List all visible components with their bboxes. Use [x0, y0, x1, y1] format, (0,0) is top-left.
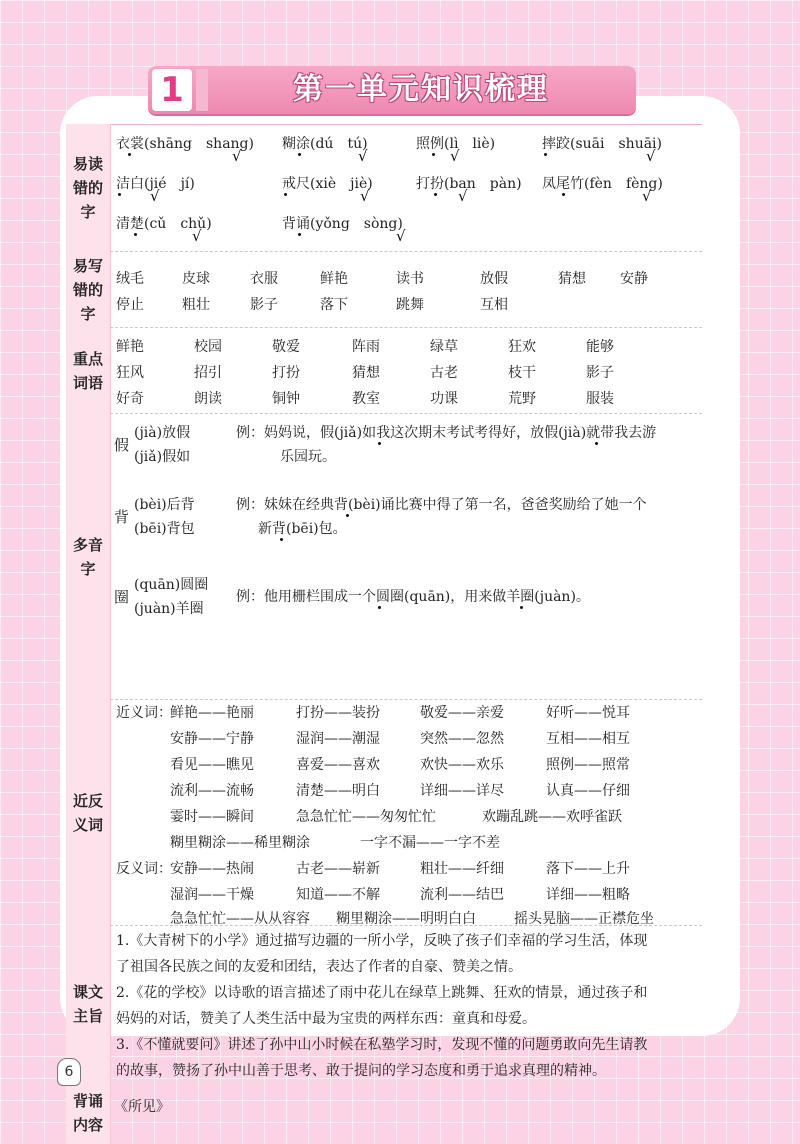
check-icon: √	[358, 147, 368, 165]
read-item: 照例(lì liè)	[416, 136, 496, 152]
key-word: 服装	[586, 391, 614, 407]
read-item: 打扮(ban pàn)	[416, 176, 522, 192]
write-item: 影子	[250, 297, 278, 313]
emphasis-dot	[562, 193, 565, 196]
poly-char: 假	[114, 436, 130, 454]
section-recite	[66, 1082, 702, 1144]
section-label: 背诵内容	[66, 1082, 111, 1144]
check-icon: √	[360, 187, 370, 205]
antonym-pair: 粗壮——纤细	[420, 861, 504, 877]
check-icon: √	[458, 187, 468, 205]
synonym-pair: 安静——宁静	[170, 731, 254, 747]
key-word: 荒野	[508, 391, 536, 407]
antonym-pair: 古老——崭新	[296, 861, 380, 877]
section-easy-read	[66, 124, 702, 252]
key-word: 狂欢	[508, 339, 536, 355]
unit-title: 第一单元知识梳理	[293, 72, 549, 107]
synonym-pair: 一字不漏——一字不差	[360, 835, 500, 851]
write-item: 衣服	[250, 271, 278, 287]
main-idea-line: 2.《花的学校》以诗歌的语言描述了雨中花儿在绿草上跳舞、狂欢的情景，通过孩子和	[116, 985, 648, 1001]
synonym-pair: 糊里糊涂——稀里糊涂	[170, 835, 310, 851]
key-word: 古老	[430, 365, 458, 381]
key-word: 能够	[586, 339, 614, 355]
emphasis-dot	[134, 233, 137, 236]
synonym-pair: 照例——照常	[546, 757, 630, 773]
antonym-pair: 流利——结巴	[420, 887, 504, 903]
read-item: 衣裳(shāng shang)	[116, 136, 254, 152]
emphasis-dot	[544, 153, 547, 156]
read-item: 糊涂(dú tú)	[282, 136, 368, 152]
emphasis-dot	[520, 606, 523, 609]
key-word: 打扮	[272, 365, 300, 381]
poly-reading: (jià)放假	[134, 425, 191, 441]
section-content	[110, 414, 702, 700]
read-item: 摔跤(suāi shuāi)	[542, 136, 662, 152]
emphasis-dot	[346, 514, 349, 517]
key-word: 教室	[352, 391, 380, 407]
main-idea-line: 的故事，赞扬了孙中山善于思考、敢于提问的学习态度和勇于追求真理的精神。	[116, 1063, 606, 1079]
section-key-words	[66, 328, 702, 414]
poly-reading: (jiǎ)假如	[134, 449, 191, 465]
key-word: 猜想	[352, 365, 380, 381]
read-item: 清楚(cǔ chǔ)	[116, 216, 212, 232]
poly-example: 例：他用栅栏围成一个圆圈(quān)，用来做羊圈(juàn)。	[236, 589, 590, 605]
check-icon: √	[642, 187, 652, 205]
antonym-pair: 急急忙忙——从从容容	[170, 911, 310, 927]
synonym-pair: 敬爱——亲爱	[420, 705, 504, 721]
antonym-pair: 知道——不解	[296, 887, 380, 903]
emphasis-dot	[118, 193, 121, 196]
check-icon: √	[450, 147, 460, 165]
synonym-pair: 湿润——潮湿	[296, 731, 380, 747]
key-word: 枝干	[508, 365, 536, 381]
poly-reading: (juàn)羊圈	[134, 601, 204, 617]
synonym-pair: 流利——流畅	[170, 783, 254, 799]
unit-number: 1	[152, 69, 192, 111]
key-word: 敬爱	[272, 339, 300, 355]
synonym-pair: 打扮——装扮	[296, 705, 380, 721]
emphasis-dot	[298, 233, 301, 236]
section-polyphonic	[66, 414, 702, 700]
poly-reading: (bēi)背包	[134, 521, 195, 537]
emphasis-dot	[378, 442, 381, 445]
synonym-pair: 详细——详尽	[420, 783, 504, 799]
recite-content: 《所见》	[114, 1099, 170, 1115]
section-label: 课文主旨	[66, 926, 111, 1082]
key-word: 朗读	[194, 391, 222, 407]
check-icon: √	[396, 227, 406, 245]
key-word: 阵雨	[352, 339, 380, 355]
write-item: 放假	[480, 271, 508, 287]
antonym-prefix: 反义词：	[116, 861, 172, 877]
section-content	[110, 1082, 702, 1144]
emphasis-dot	[595, 442, 598, 445]
write-item: 跳舞	[396, 297, 424, 313]
poly-example: 新背(bēi)包。	[258, 521, 347, 537]
section-content	[110, 252, 702, 328]
synonym-prefix: 近义词：	[116, 705, 172, 721]
emphasis-dot	[432, 153, 435, 156]
check-icon: √	[232, 147, 242, 165]
read-item: 背诵(yǒng sòng)	[282, 216, 403, 232]
emphasis-dot	[378, 606, 381, 609]
check-icon: √	[646, 147, 656, 165]
synonym-pair: 鲜艳——艳丽	[170, 705, 254, 721]
antonym-pair: 安静——热闹	[170, 861, 254, 877]
emphasis-dot	[284, 193, 287, 196]
section-content	[110, 700, 702, 926]
synonym-pair: 突然——忽然	[420, 731, 504, 747]
synonym-pair: 欢快——欢乐	[420, 757, 504, 773]
antonym-pair: 湿润——干燥	[170, 887, 254, 903]
synonym-pair: 喜爱——喜欢	[296, 757, 380, 773]
main-idea-line: 妈妈的对话，赞美了人类生活中最为宝贵的两样东西：童真和母爱。	[116, 1011, 536, 1027]
write-item: 落下	[320, 297, 348, 313]
section-easy-write	[66, 252, 702, 328]
write-item: 互相	[480, 297, 508, 313]
key-word: 影子	[586, 365, 614, 381]
key-word: 狂风	[116, 365, 144, 381]
main-idea-line: 了祖国各民族之间的友爱和团结，表达了作者的自豪、赞美之情。	[116, 959, 522, 975]
section-label: 多音字	[66, 414, 111, 700]
write-item: 读书	[396, 271, 424, 287]
synonym-pair: 霎时——瞬间	[170, 809, 254, 825]
key-word: 铜钟	[272, 391, 300, 407]
synonym-pair: 互相——相互	[546, 731, 630, 747]
antonym-pair: 糊里糊涂——明明白白	[336, 911, 476, 927]
antonym-pair: 落下——上升	[546, 861, 630, 877]
title-stripe	[196, 69, 208, 111]
read-item: 戒尺(xiè jiè)	[282, 176, 373, 192]
key-word: 鲜艳	[116, 339, 144, 355]
poly-reading: (bèi)后背	[134, 497, 195, 513]
section-content	[110, 328, 702, 414]
emphasis-dot	[434, 193, 437, 196]
section-content	[110, 926, 702, 1082]
key-word: 绿草	[430, 339, 458, 355]
write-item: 猜想	[558, 271, 586, 287]
unit-title-bar	[148, 66, 636, 114]
write-item: 绒毛	[116, 271, 144, 287]
emphasis-dot	[280, 538, 283, 541]
antonym-pair: 摇头晃脑——正襟危坐	[514, 911, 654, 927]
read-item: 洁白(jié jí)	[116, 176, 195, 192]
synonym-pair: 清楚——明白	[296, 783, 380, 799]
page-number: 6	[57, 1058, 81, 1086]
emphasis-dot	[128, 153, 131, 156]
write-item: 鲜艳	[320, 271, 348, 287]
synonym-pair: 看见——瞧见	[170, 757, 254, 773]
read-item: 凤尾竹(fèn fèng)	[542, 176, 663, 192]
check-icon: √	[150, 187, 160, 205]
key-word: 功课	[430, 391, 458, 407]
section-label: 近反义词	[66, 700, 111, 926]
poly-example: 例：妹妹在经典背(bèi)诵比赛中得了第一名，爸爸奖励给了她一个	[236, 497, 647, 513]
write-item: 粗壮	[182, 297, 210, 313]
section-main-idea	[66, 926, 702, 1082]
section-content	[110, 124, 702, 252]
write-item: 停止	[116, 297, 144, 313]
synonym-pair: 急急忙忙——匆匆忙忙	[296, 809, 436, 825]
key-word: 招引	[194, 365, 222, 381]
poly-reading: (quān)圆圈	[134, 577, 209, 593]
poly-example: 例：妈妈说，假(jiǎ)如我这次期末考试考得好，放假(jià)就带我去游	[236, 425, 657, 441]
main-idea-line: 1.《大青树下的小学》通过描写边疆的一所小学，反映了孩子们幸福的学习生活，体现	[116, 933, 648, 949]
poly-char: 圈	[114, 588, 130, 606]
write-item: 安静	[620, 271, 648, 287]
section-label: 重点词语	[66, 328, 111, 414]
synonym-pair: 欢蹦乱跳——欢呼雀跃	[482, 809, 622, 825]
synonym-pair: 认真——仔细	[546, 783, 630, 799]
synonym-pair: 好听——悦耳	[546, 705, 630, 721]
antonym-pair: 详细——粗略	[546, 887, 630, 903]
check-icon: √	[192, 227, 202, 245]
poly-example: 乐园玩。	[280, 449, 336, 465]
main-idea-line: 3.《不懂就要问》讲述了孙中山小时候在私塾学习时，发现不懂的问题勇敢向先生请教	[116, 1037, 648, 1053]
section-label: 易写错的字	[66, 252, 111, 328]
poly-char: 背	[114, 508, 130, 526]
key-word: 好奇	[116, 391, 144, 407]
section-syn-ant	[66, 700, 702, 926]
write-item: 皮球	[182, 271, 210, 287]
emphasis-dot	[298, 153, 301, 156]
section-label: 易读错的字	[66, 124, 111, 252]
key-word: 校园	[194, 339, 222, 355]
